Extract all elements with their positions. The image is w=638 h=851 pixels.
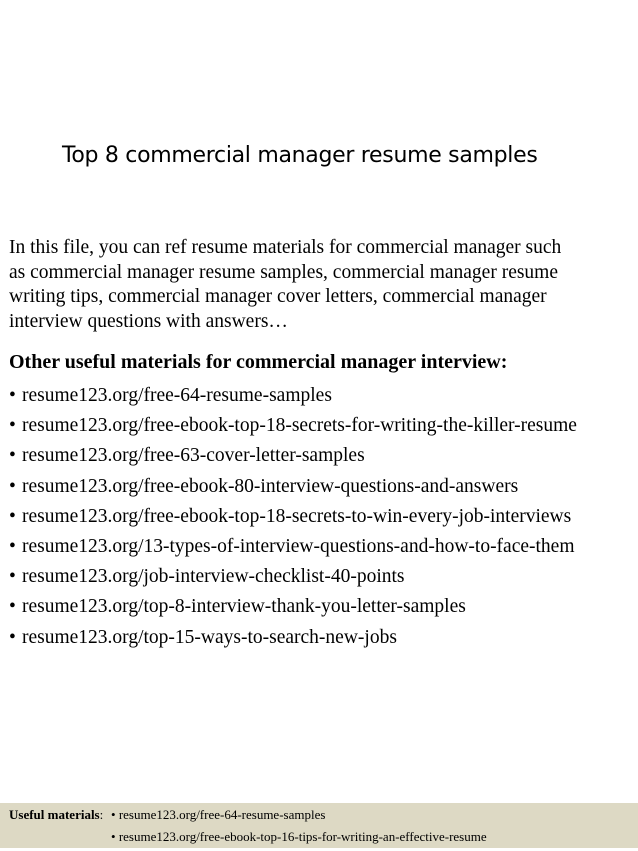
material-link[interactable]: resume123.org/top-15-ways-to-search-new-jobs — [22, 626, 397, 648]
footer-link-item — [111, 829, 487, 845]
intro-paragraph — [9, 236, 634, 334]
bullet-icon: • — [9, 385, 16, 406]
list-item — [9, 592, 577, 622]
material-link[interactable]: resume123.org/free-63-cover-letter-samples — [22, 445, 365, 467]
footer-label: Useful materials: — [9, 807, 104, 822]
material-link[interactable]: resume123.org/free-ebook-top-18-secrets-to-win-every-job-interviews — [22, 505, 572, 527]
materials-list — [9, 381, 577, 653]
intro-line: In this file, you can ref resume materials for commercial manager such — [9, 237, 562, 258]
bullet-icon: • — [9, 596, 16, 618]
list-item — [9, 502, 577, 532]
footer-band — [0, 803, 638, 848]
material-link[interactable]: resume123.org/free-ebook-top-18-secrets-for-writing-the-killer-resume — [22, 415, 577, 437]
material-link[interactable]: resume123.org/job-interview-checklist-40-points — [22, 566, 405, 588]
bullet-icon: • — [9, 535, 16, 557]
section-heading: Other useful materials for commercial manager interview: — [9, 351, 508, 373]
bullet-icon: • — [9, 475, 16, 497]
material-link[interactable]: resume123.org/13-types-of-interview-questions-and-how-to-face-them — [22, 535, 575, 557]
bullet-icon: • — [9, 445, 16, 467]
bullet-icon: • — [9, 566, 16, 588]
bullet-icon: • — [9, 626, 16, 648]
material-link[interactable]: resume123.org/free-64-resume-samples — [22, 385, 332, 406]
list-item — [9, 411, 577, 441]
footer-link[interactable]: resume123.org/free-ebook-top-16-tips-for-writing-an-effective-resume — [118, 829, 487, 844]
bullet-icon: • — [9, 415, 16, 437]
material-link[interactable]: resume123.org/free-ebook-80-interview-questions-and-answers — [22, 475, 519, 497]
intro-line: as commercial manager resume samples, commercial manager resume — [9, 261, 559, 283]
bullet-icon: • — [9, 505, 16, 527]
footer-link-item — [111, 807, 325, 823]
list-item — [9, 562, 577, 592]
bullet-icon: • — [111, 829, 116, 844]
bullet-icon: • — [111, 807, 116, 822]
list-item — [9, 623, 577, 653]
page-title: Top 8 commercial manager resume samples — [62, 143, 538, 168]
list-item — [9, 441, 577, 471]
intro-line: writing tips, commercial manager cover letters, commercial manager — [9, 286, 547, 307]
list-item — [9, 472, 577, 502]
list-item — [9, 532, 577, 562]
list-item — [9, 381, 577, 411]
material-link[interactable]: resume123.org/top-8-interview-thank-you-letter-samples — [22, 596, 466, 618]
intro-line: interview questions with answers… — [9, 310, 288, 332]
footer-link[interactable]: resume123.org/free-64-resume-samples — [118, 807, 326, 822]
